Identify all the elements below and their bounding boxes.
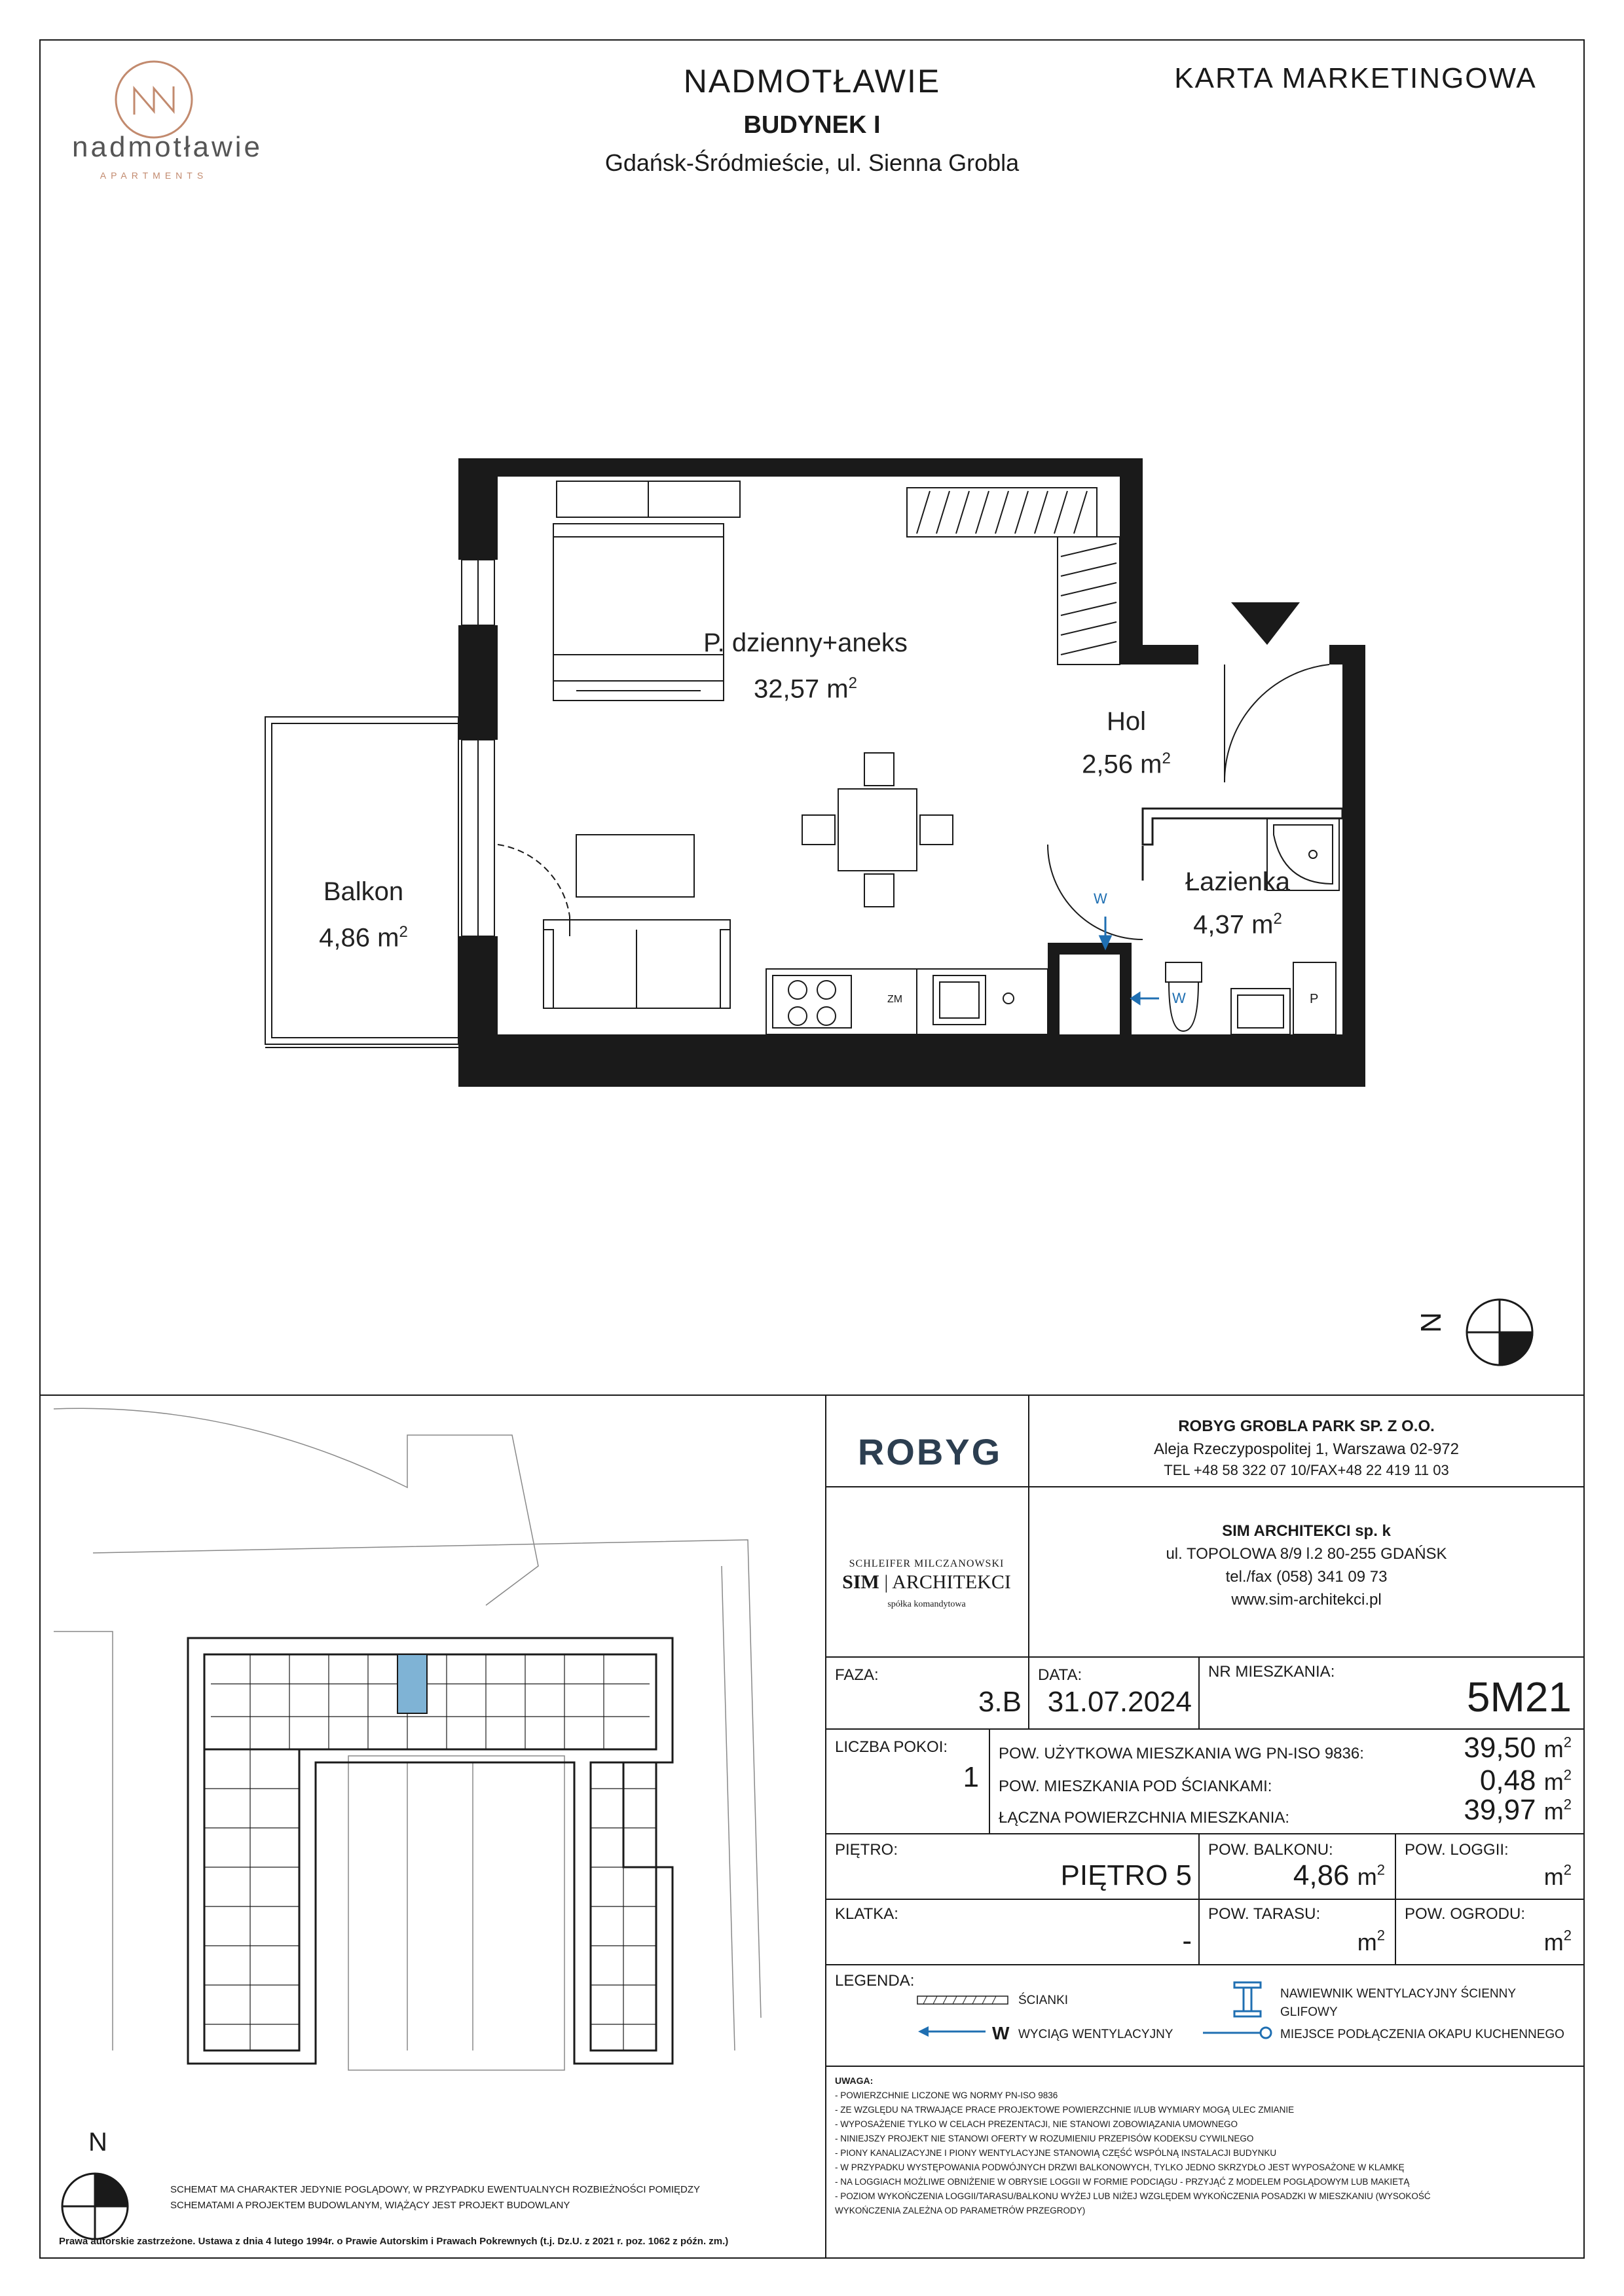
data-value: 31.07.2024: [1047, 1686, 1192, 1718]
pow-laczna-value: 39,97 $m^2$: [1464, 1794, 1572, 1826]
architect-web: www.sim-architekci.pl: [1231, 1591, 1382, 1609]
legend-walls-icon: [917, 1994, 1008, 2007]
balcony-door: [498, 845, 570, 917]
legend-hood: MIEJSCE PODŁĄCZENIA OKAPU KUCHENNEGO: [1280, 2028, 1564, 2041]
north-label: N: [1414, 1312, 1447, 1333]
logo-sub: APARTMENTS: [100, 170, 208, 181]
note-item: - NINIEJSZY PROJEKT NIE STANOWI OFERTY W ROZUMIENIU PRZEPISÓW KODEKSU CYWILNEGO: [835, 2134, 1254, 2143]
architect-address: ul. TOPOLOWA 8/9 l.2 80-255 GDAŃSK: [1166, 1545, 1447, 1563]
walls: [458, 458, 1365, 1087]
pow-sciank-value: 0,48 $m^2$: [1479, 1764, 1572, 1796]
legend-exhaust-icon: [917, 2022, 989, 2041]
legend-title: LEGENDA:: [835, 1972, 915, 1990]
data-label: DATA:: [1038, 1666, 1082, 1684]
note-item: - NA LOGGIACH MOŻLIWE OBNIŻENIE W OBRYSIE LOGGII W FORMIE PODCIĄGU - PRZYJĄĆ Z MODELEM POGLĄDOWYM LUB MAKIETĄ: [835, 2177, 1410, 2187]
note-item: WYKOŃCZENIA ZALEŻNA OD PARAMETRÓW PRZEGRODY): [835, 2206, 1086, 2215]
legend-exhaust: WYCIĄG WENTYLACYJNY: [1018, 2028, 1173, 2041]
taras-label: POW. TARASU:: [1208, 1905, 1321, 1923]
loggia-value: $m^2$: [1543, 1861, 1572, 1890]
north-icon: [1467, 1300, 1532, 1365]
room-name-living: P. dzienny+aneks: [703, 629, 908, 657]
room-area-living: 32,57 $m^2$: [754, 674, 857, 704]
notes-title: UWAGA:: [835, 2075, 874, 2086]
pokoje-value: 1: [963, 1761, 979, 1793]
loggia-label: POW. LOGGII:: [1405, 1841, 1509, 1859]
pietro-label: PIĘTRO:: [835, 1841, 898, 1859]
nr-value: 5M21: [1466, 1673, 1572, 1721]
entrance-door: [1225, 665, 1329, 782]
klatka-label: KLATKA:: [835, 1905, 898, 1923]
copyright: Prawa autorskie zastrzeżone. Ustawa z dnia 4 lutego 1994r. o Prawie Autorskim i Prawach Pokrewnych (t.j. Dz.U. z 2021 r. poz. 1062 z późn. zm.): [59, 2236, 729, 2247]
architect-logo-bottom: spółka komandytowa: [887, 1599, 966, 1609]
architect-name: SIM ARCHITEKCI sp. k: [1222, 1522, 1391, 1540]
project-title: NADMOTŁAWIE: [683, 63, 941, 100]
note-item: - POWIERZCHNIE LICZONE WG NORMY PN-ISO 9836: [835, 2090, 1058, 2100]
robyg-logo: ROBYG: [857, 1431, 1003, 1472]
room-area-balcony: 4,86 $m^2$: [319, 923, 408, 953]
legend-inlet-icon: [1231, 1980, 1264, 2020]
room-area-bathroom: 4,37 $m^2$: [1193, 910, 1282, 939]
note-item: - PIONY KANALIZACYJNE I PIONY WENTYLACYJNE STANOWIĄ CZĘŚĆ WSPÓLNĄ INSTALACJI BUDYNKU: [835, 2148, 1277, 2158]
balkon-value: 4,86 $m^2$: [1293, 1859, 1385, 1891]
note-item: - POZIOM WYKOŃCZENIA LOGGII/TARASU/BALKONU WYŻEJ LUB NIŻEJ WZGLĘDEM WYKOŃCZENIA POSADZKI W MIESZKANIU (WYSOKOŚĆ: [835, 2191, 1431, 2201]
room-name-bathroom: Łazienka: [1185, 867, 1291, 896]
entrance-arrow-icon: [1231, 602, 1300, 645]
faza-value: 3.B: [978, 1686, 1022, 1718]
room-name-hall: Hol: [1106, 707, 1147, 736]
apartment-highlight: [397, 1654, 427, 1713]
pietro-value: PIĘTRO 5: [1060, 1859, 1192, 1891]
pow-sciank-label: POW. MIESZKANIA POD ŚCIANKAMI:: [999, 1777, 1272, 1795]
legend-inlet-sub: GLIFOWY: [1280, 2005, 1338, 2019]
project-address: Gdańsk-Śródmieście, ul. Sienna Grobla: [604, 149, 1020, 176]
pokoje-label: LICZBA POKOI:: [835, 1738, 948, 1756]
windows: [462, 560, 494, 936]
klatka-value: -: [1182, 1925, 1192, 1957]
label-p: P: [1310, 992, 1319, 1006]
sofa: [544, 835, 730, 1008]
legend-inlet: NAWIEWNIK WENTYLACYJNY ŚCIENNY: [1280, 1987, 1516, 2001]
balkon-label: POW. BALKONU:: [1208, 1841, 1333, 1859]
note-item: - WYPOSAŻENIE TYLKO W CELACH PREZENTACJI, NIE STANOWI ZOBOWIĄZANIA UMOWNEGO: [835, 2119, 1238, 2129]
pow-laczna-label: ŁĄCZNA POWIERZCHNIA MIESZKANIA:: [999, 1809, 1290, 1827]
dining-table: [802, 753, 953, 907]
ogrod-value: $m^2$: [1543, 1927, 1572, 1956]
building-label: BUDYNEK I: [743, 111, 881, 139]
label-zm: ZM: [887, 994, 903, 1005]
room-area-hall: 2,56 $m^2$: [1082, 750, 1171, 779]
developer-phone: TEL +48 58 322 07 10/FAX+48 22 419 11 03: [1164, 1462, 1449, 1478]
label-w-bath: W: [1172, 990, 1186, 1006]
pow-uzyt-value: 39,50 $m^2$: [1464, 1732, 1572, 1764]
note-item: - W PRZYPADKU WYSTĘPOWANIA PODWÓJNYCH DRZWI BALKONOWYCH, TYLKO JEDNO SKRZYDŁO JEST WYPOSAŻONE W KLAMKĘ: [835, 2162, 1405, 2172]
wardrobe: [907, 488, 1120, 665]
developer-name: ROBYG GROBLA PARK SP. Z O.O.: [1178, 1417, 1435, 1435]
kitchen: [766, 969, 1048, 1034]
architect-logo-main: SIM | ARCHITEKCI: [842, 1571, 1011, 1593]
disclaimer-line-2: SCHEMATAMI A PROJEKTEM BUDOWLANYM, WIĄŻĄCY JEST PROJEKT BUDOWLANY: [170, 2200, 570, 2211]
legend-hood-icon: [1202, 2023, 1274, 2043]
room-name-balcony: Balkon: [323, 877, 404, 906]
faza-label: FAZA:: [835, 1666, 879, 1684]
site-plan: [41, 1396, 825, 2090]
legend-walls: ŚCIANKI: [1018, 1994, 1069, 2007]
pow-uzyt-label: POW. UŻYTKOWA MIESZKANIA WG PN-ISO 9836:: [999, 1745, 1364, 1762]
developer-address: Aleja Rzeczypospolitej 1, Warszawa 02-972: [1154, 1440, 1459, 1458]
legend-w: W: [992, 2023, 1010, 2043]
card-type: KARTA MARKETINGOWA: [1174, 62, 1537, 94]
bed: [553, 481, 740, 701]
disclaimer-line-1: SCHEMAT MA CHARAKTER JEDYNIE POGLĄDOWY, W PRZYPADKU EWENTUALNYCH ROZBIEŻNOŚCI POMIĘDZY: [170, 2184, 700, 2195]
note-item: - ZE WZGLĘDU NA TRWAJĄCE PRACE PROJEKTOWE POWIERZCHNIE I/LUB WYMIARY MOGĄ ULEC ZMIANIE: [835, 2105, 1295, 2115]
label-w-kitchen: W: [1094, 890, 1107, 907]
architect-phone: tel./fax (058) 341 09 73: [1225, 1568, 1388, 1586]
architect-logo-top: SCHLEIFER MILCZANOWSKI: [849, 1558, 1005, 1569]
site-north-label: N: [88, 2128, 107, 2157]
taras-value: $m^2$: [1357, 1927, 1385, 1956]
site-north-icon: [56, 2167, 134, 2246]
logo-word: nadmotławie: [72, 131, 263, 163]
nr-label: NR MIESZKANIA:: [1208, 1663, 1335, 1681]
notes-list: [835, 2088, 1581, 2218]
ogrod-label: POW. OGRODU:: [1405, 1905, 1526, 1923]
